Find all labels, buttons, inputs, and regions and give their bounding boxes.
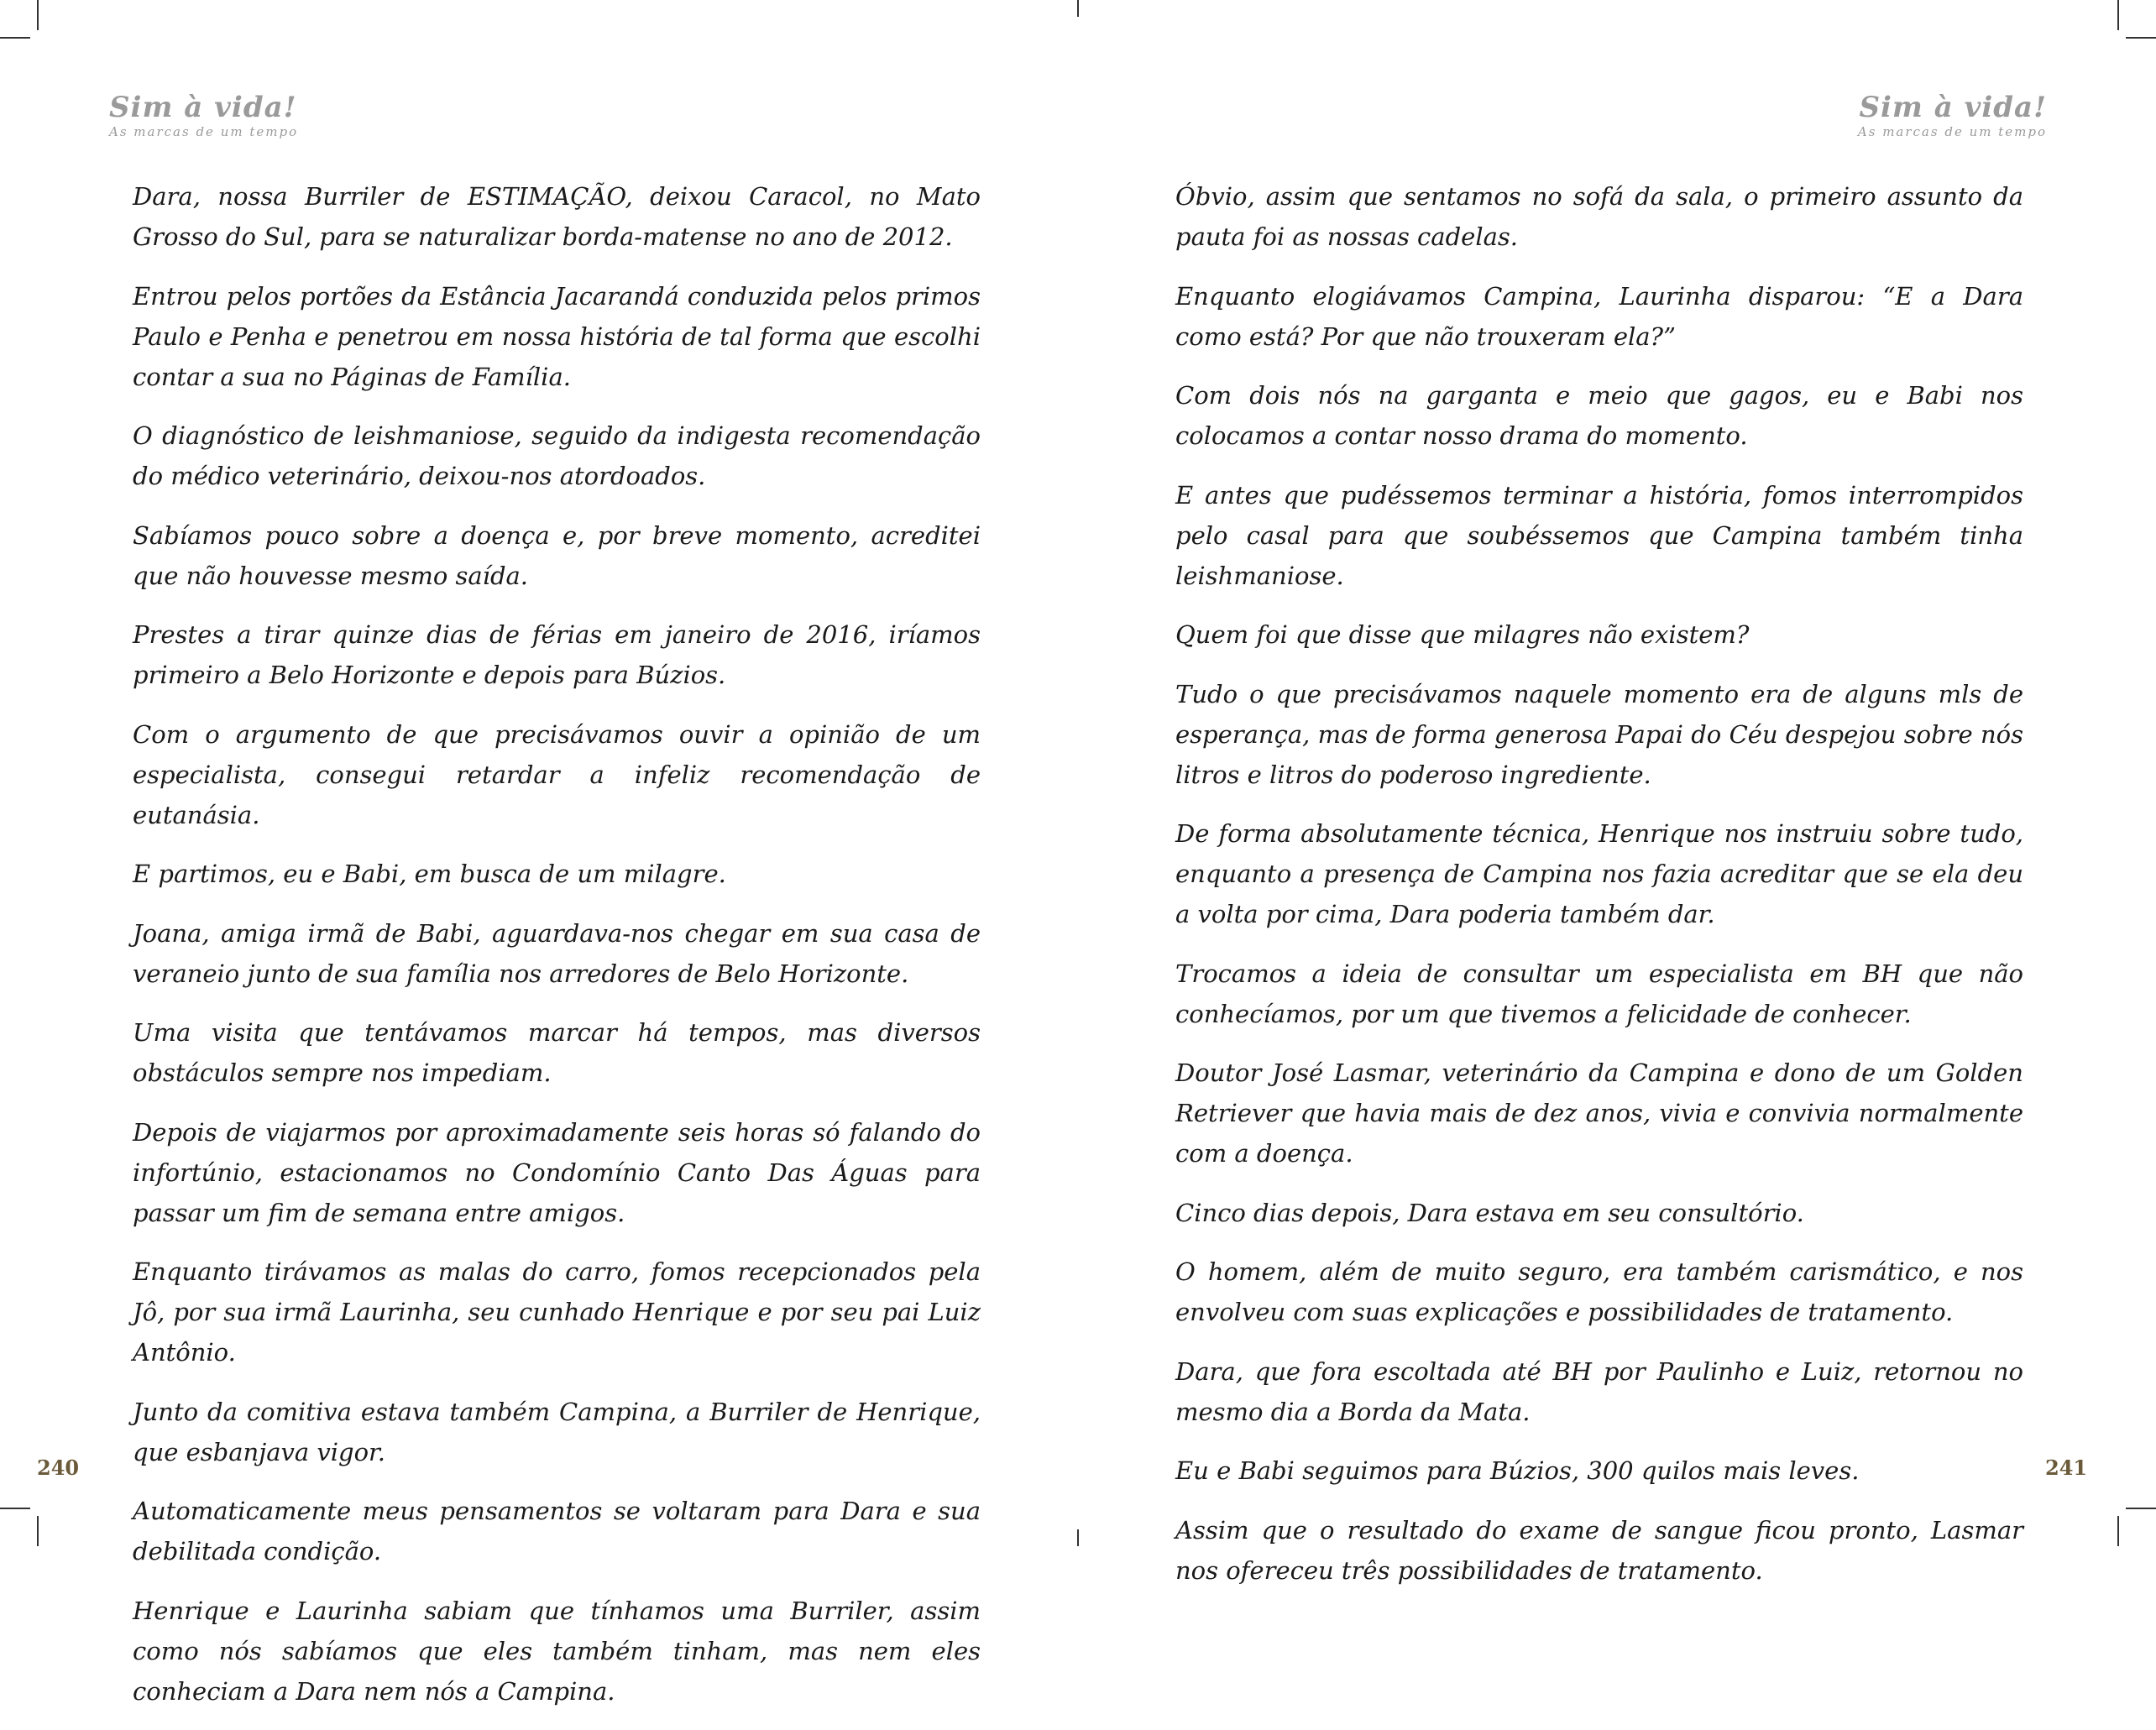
left-page <box>0 0 1078 1706</box>
paragraph: Cinco dias depois, Dara estava em seu consultório. <box>1175 1198 1804 1227</box>
header-title: Sim à vida! <box>1859 91 2047 124</box>
paragraph: Eu e Babi seguimos para Búzios, 300 quilos mais leves. <box>1175 1456 1860 1485</box>
paragraph: Prestes a tirar quinze dias de férias em janeiro de 2016, iríamos primeiro a Belo Horizonte e depois para Búzios. <box>133 620 981 689</box>
paragraph: Junto da comitiva estava também Campina, a Burriler de Henrique, que esbanjava vigor. <box>133 1397 981 1466</box>
paragraph: O homem, além de muito seguro, era também carismático, e nos envolveu com suas explicações e possibilidades de tratamento. <box>1175 1257 2023 1326</box>
paragraph: Enquanto elogiávamos Campina, Laurinha disparou: “E a Dara como está? Por que não trouxeram ela?” <box>1175 281 2023 351</box>
paragraph: Quem foi que disse que milagres não existem? <box>1175 620 1750 649</box>
page-number: 241 <box>2045 1456 2088 1480</box>
right-page <box>1078 0 2156 1585</box>
paragraph: Dara, nossa Burriler de ESTIMAÇÃO, deixou Caracol, no Mato Grosso do Sul, para se naturalizar borda-matense no ano de 2012. <box>133 182 981 251</box>
paragraph: Automaticamente meus pensamentos se voltaram para Dara e sua debilitada condição. <box>133 1497 981 1565</box>
page-number: 240 <box>37 1456 80 1480</box>
paragraph: Com dois nós na garganta e meio que gagos, eu e Babi nos colocamos a contar nosso drama do momento. <box>1175 381 2023 450</box>
paragraph: Enquanto tirávamos as malas do carro, fomos recepcionados pela Jô, por sua irmã Laurinha, seu cunhado Henrique e por seu pai Luiz Antônio. <box>133 1257 981 1367</box>
paragraph: E antes que pudéssemos terminar a história, fomos interrompidos pelo casal para que soubéssemos que Campina também tinha leishmaniose. <box>1175 480 2023 590</box>
paragraph: Óbvio, assim que sentamos no sofá da sala, o primeiro assunto da pauta foi as nossas cadelas. <box>1175 182 2023 251</box>
running-header <box>1829 91 2047 139</box>
header-title: Sim à vida! <box>109 91 297 124</box>
paragraph: Com o argumento de que precisávamos ouvir a opinião de um especialista, consegui retardar a infeliz recomendação de eutanásia. <box>133 719 981 829</box>
paragraph: Trocamos a ideia de consultar um especialista em BH que não conhecíamos, por um que tivemos a felicidade de conhecer. <box>1175 959 2023 1028</box>
paragraph: Doutor José Lasmar, veterinário da Campina e dono de um Golden Retriever que havia mais de dez anos, vivia e convivia normalmente com a doença. <box>1175 1058 2023 1168</box>
paragraph: Joana, amiga irmã de Babi, aguardava-nos chegar em sua casa de veraneio junto de sua família nos arredores de Belo Horizonte. <box>133 918 981 988</box>
paragraph: Entrou pelos portões da Estância Jacarandá conduzida pelos primos Paulo e Penha e penetrou em nossa história de tal forma que escolhi contar a sua no Páginas de Família. <box>133 281 981 391</box>
running-header <box>109 91 327 139</box>
header-subtitle: As marcas de um tempo <box>1857 124 2047 139</box>
paragraph: Dara, que fora escoltada até BH por Paulinho e Luiz, retornou no mesmo dia a Borda da Mata. <box>1175 1356 2023 1426</box>
paragraph: Assim que o resultado do exame de sangue ficou pronto, Lasmar nos ofereceu três possibilidades de tratamento. <box>1175 1515 2023 1585</box>
paragraph: E partimos, eu e Babi, em busca de um milagre. <box>133 860 726 888</box>
paragraph: Depois de viajarmos por aproximadamente seis horas só falando do infortúnio, estacionamos no Condomínio Canto Das Águas para passar um fim de semana entre amigos. <box>133 1117 981 1227</box>
body-text <box>1175 176 2023 1609</box>
paragraph: O diagnóstico de leishmaniose, seguido da indigesta recomendação do médico veterinário, deixou-nos atordoados. <box>133 421 981 490</box>
body-text <box>133 176 981 1730</box>
paragraph: Uma visita que tentávamos marcar há tempos, mas diversos obstáculos sempre nos impediam. <box>133 1018 981 1087</box>
paragraph: Henrique e Laurinha sabiam que tínhamos uma Burriler, assim como nós sabíamos que eles também tinham, mas nem eles conheciam a Dara nem nós a Campina. <box>133 1596 981 1706</box>
header-subtitle: As marcas de um tempo <box>109 124 299 139</box>
paragraph: De forma absolutamente técnica, Henrique nos instruiu sobre tudo, enquanto a presença de Campina nos fazia acreditar que se ela deu a volta por cima, Dara poderia também dar. <box>1175 819 2023 928</box>
paragraph: Sabíamos pouco sobre a doença e, por breve momento, acreditei que não houvesse mesmo saída. <box>133 520 981 590</box>
paragraph: Tudo o que precisávamos naquele momento era de alguns mls de esperança, mas de forma generosa Papai do Céu despejou sobre nós litros e litros do poderoso ingrediente. <box>1175 679 2023 789</box>
